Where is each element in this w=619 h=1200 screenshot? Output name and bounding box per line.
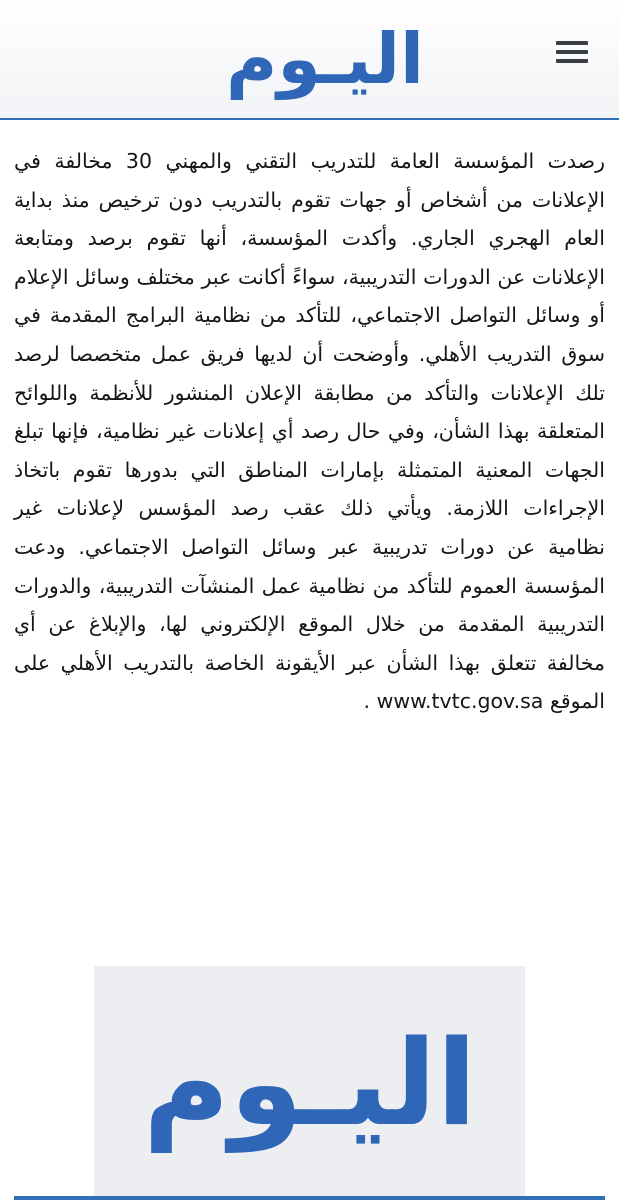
trailing-period: .	[363, 689, 377, 714]
section-divider	[14, 1196, 605, 1200]
article-text: رصدت المؤسسة العامة للتدريب التقني والمهني 30 مخالفة في الإعلانات من أشخاص أو جهات تقوم بالتدريب دون ترخيص منذ بداية العام الهجري الجاري. وأكدت المؤسسة، أنها تقوم برصد ومتابعة الإعلانات عن الدورات التدريبية، سواءً أكانت عبر مختلف وسائل الإعلام أو وسائل التواصل الاجتماعي، للتأكد من نظامية البرامج المقدمة في سوق التدريب الأهلي. وأوضحت أن لديها فريق عمل متخصصا لرصد تلك الإعلانات والتأكد من مطابقة الإعلان المنشور للأنظمة واللوائح المتعلقة بهذا الشأن، وفي حال رصد أي إعلانات غير نظامية، فإنها تبلغ الجهات المعنية المتمثلة بإمارات المناطق التي بدورها تقوم باتخاذ الإجراءات اللازمة. ويأتي ذلك عقب رصد المؤسس لإعلانات غير نظامية عن دورات تدريبية عبر وسائل التواصل الاجتماعي. ودعت المؤسسة العموم للتأكد من نظامية عمل المنشآت التدريبية، والدورات التدريبية المقدمة من خلال الموقع الإلكتروني لها، والإبلاغ عن أي مخالفة تتعلق بهذا الشأن عبر الأيقونة الخاصة بالتدريب الأهلي على الموقع	[14, 149, 605, 714]
website-link[interactable]: www.tvtc.gov.sa	[376, 689, 544, 714]
hamburger-menu-icon[interactable]	[546, 30, 598, 76]
site-header	[0, 0, 619, 120]
menu-line	[556, 41, 588, 45]
promo-logo: اليـوم	[143, 1014, 477, 1152]
site-logo[interactable]: اليـوم	[226, 18, 424, 100]
article-body	[14, 142, 605, 721]
menu-line	[556, 50, 588, 54]
menu-line	[556, 59, 588, 63]
promo-banner[interactable]	[94, 966, 525, 1200]
